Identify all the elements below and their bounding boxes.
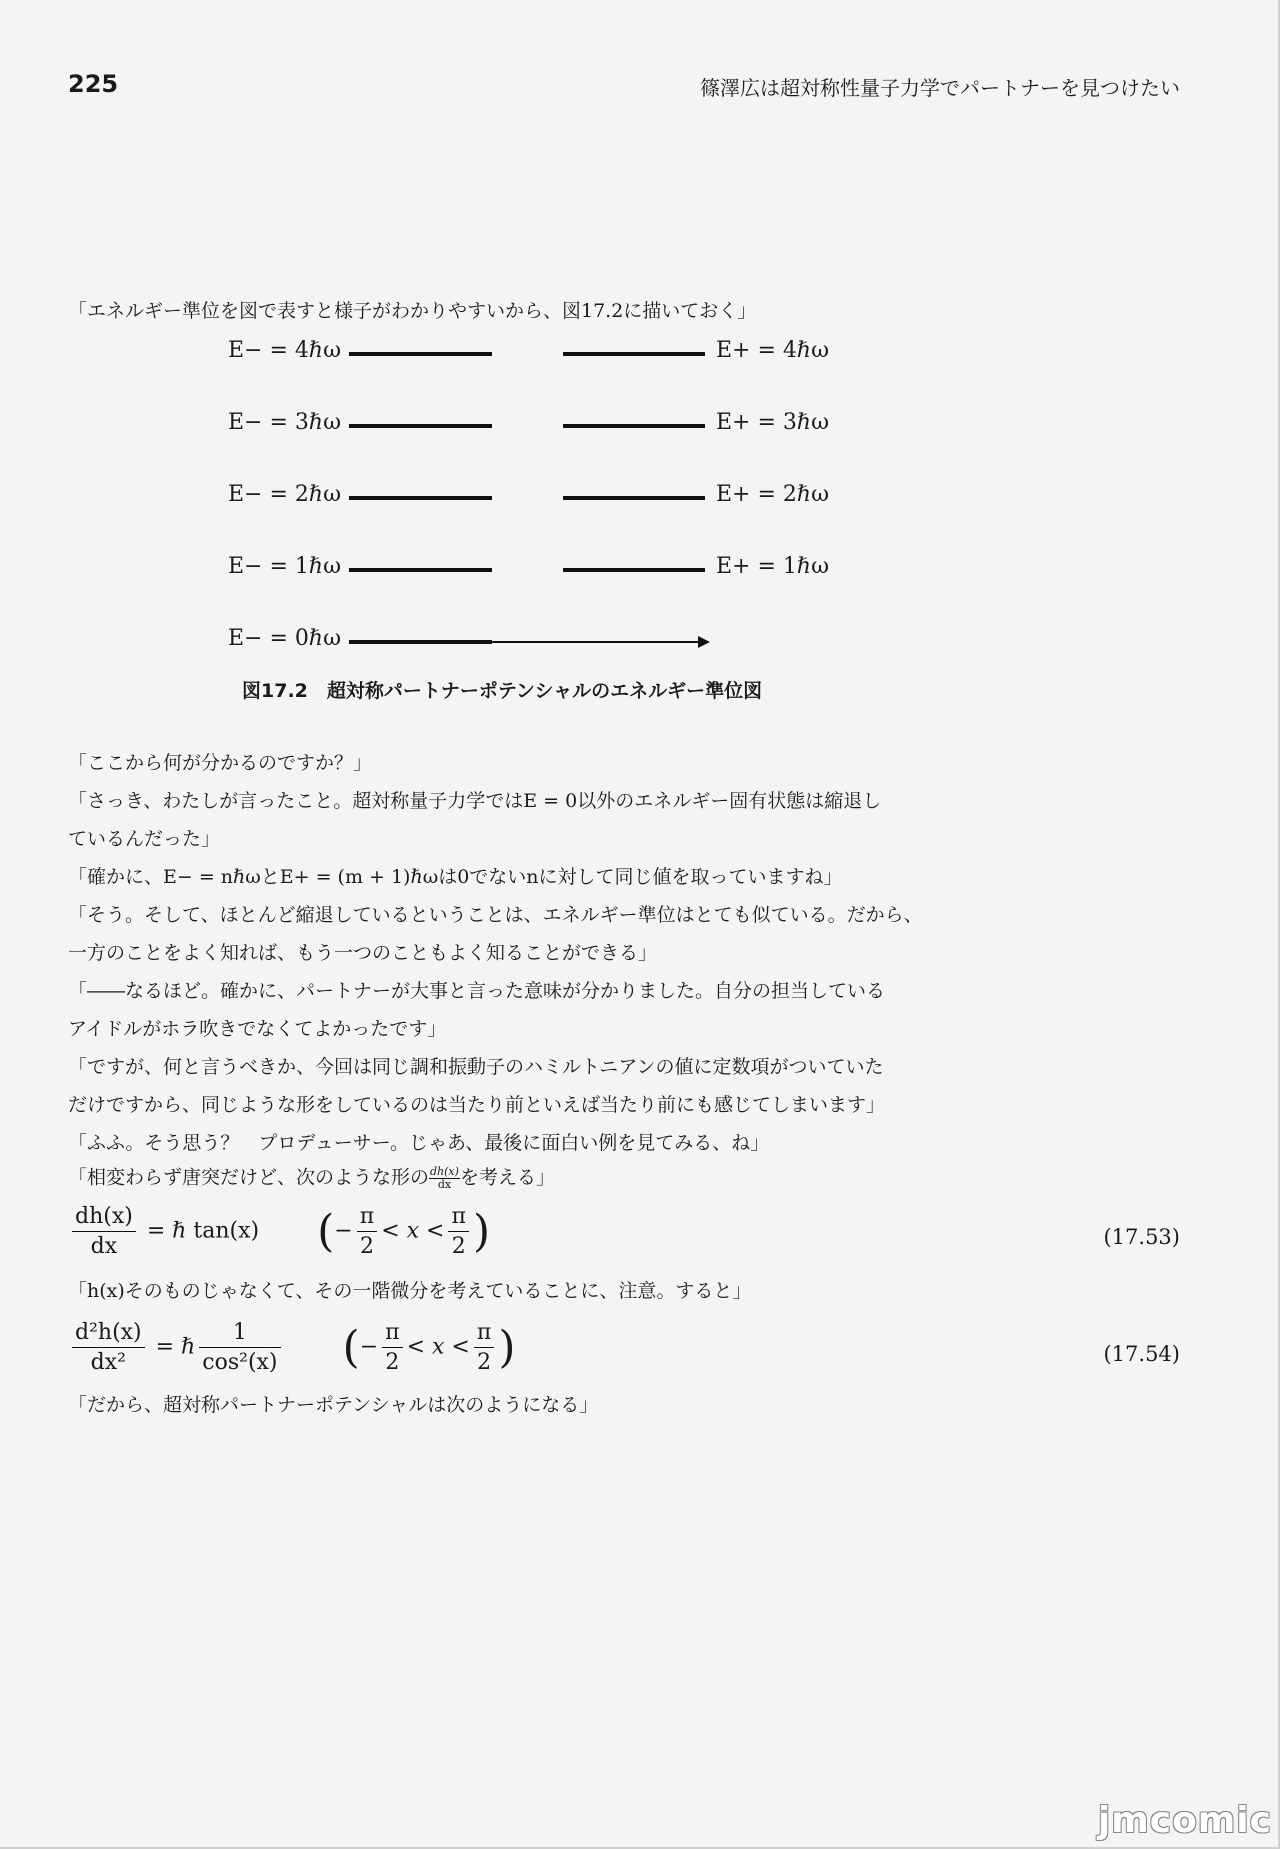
eq2-inequality: < x < bbox=[406, 1334, 470, 1360]
dialogue-line: 「――なるほど。確かに、パートナーが大事と言った意味が分かりました。自分の担当している bbox=[68, 980, 886, 1002]
dialogue-line: 「そう。そして、ほとんど縮退しているということは、エネルギー準位はとても似ている。だから、 bbox=[68, 904, 923, 926]
dialogue-line: 「ですが、何と言うべきか、今回は同じ調和振動子のハミルトニアンの値に定数項がついていた bbox=[68, 1056, 884, 1078]
level-label-minus-3: E− = 3ℏω bbox=[228, 410, 342, 435]
level-line-plus-1 bbox=[563, 568, 705, 572]
dialogue-line: アイドルがホラ吹きでなくてよかったです」 bbox=[68, 1018, 447, 1040]
dialogue-line: 「ここから何が分かるのですか？」 bbox=[68, 752, 373, 774]
eq1-inequality: < x < bbox=[381, 1218, 445, 1244]
eq1-lhs-num: dh(x) bbox=[72, 1204, 136, 1232]
eq1-minus: − bbox=[334, 1218, 353, 1244]
level-line-plus-3 bbox=[563, 424, 705, 428]
level-label-minus-1: E− = 1ℏω bbox=[228, 554, 342, 579]
level-line-plus-2 bbox=[563, 496, 705, 500]
eq2-minus: − bbox=[359, 1334, 379, 1360]
eq2-range-left-frac bbox=[382, 1320, 402, 1375]
consider-text-before: 「相変わらず唐突だけど、次のような形の bbox=[68, 1166, 430, 1189]
equation-17-53 bbox=[68, 1204, 490, 1259]
level-label-minus-2: E− = 2ℏω bbox=[228, 482, 342, 507]
eq1-range-left-frac bbox=[357, 1204, 377, 1259]
eq2-lhs-den: dx² bbox=[90, 1350, 126, 1375]
eq2-paren-close: ) bbox=[498, 1322, 516, 1373]
dialogue-line: 「確かに、E− = nℏωとE+ = (m + 1)ℏωは0でないnに対して同じ値を取っていますね」 bbox=[68, 866, 843, 888]
consider-text-after: を考える」 bbox=[459, 1166, 555, 1189]
level-label-minus-4: E− = 4ℏω bbox=[228, 338, 342, 363]
level-label-minus-0: E− = 0ℏω bbox=[228, 626, 342, 651]
inline-derivative bbox=[429, 1166, 460, 1191]
eq1-pi-right: π bbox=[448, 1204, 468, 1232]
level-line-minus-0 bbox=[349, 640, 492, 644]
eq1-range-right-frac bbox=[448, 1204, 468, 1259]
level-label-plus-3: E+ = 3ℏω bbox=[716, 410, 830, 435]
intro-line: 「エネルギー準位を図で表すと様子がわかりやすいから、図17.2に描いておく」 bbox=[68, 300, 757, 322]
equation-17-54 bbox=[68, 1320, 516, 1375]
arrow-shaft bbox=[492, 641, 704, 643]
eq1-lhs-den: dx bbox=[90, 1234, 118, 1259]
figure-caption: 図17.2 超対称パートナーポテンシャルのエネルギー準位図 bbox=[242, 680, 763, 702]
eq2-paren-open: ( bbox=[342, 1322, 360, 1373]
final-line: 「だから、超対称パートナーポテンシャルは次のようになる」 bbox=[68, 1394, 599, 1416]
eq1-rhs: = ℏ tan(x) bbox=[146, 1218, 260, 1244]
eq1-two-right: 2 bbox=[451, 1234, 466, 1259]
arrow-head-icon bbox=[698, 636, 710, 648]
level-line-plus-4 bbox=[563, 352, 705, 356]
page-number: 225 bbox=[68, 70, 119, 98]
level-line-minus-1 bbox=[349, 568, 492, 572]
eq2-rhs-num: 1 bbox=[199, 1320, 280, 1348]
running-title: 篠澤広は超対称性量子力学でパートナーを見つけたい bbox=[700, 76, 1180, 100]
eq2-two-right: 2 bbox=[477, 1350, 492, 1375]
level-line-minus-3 bbox=[349, 424, 492, 428]
eq1-lhs-fraction bbox=[72, 1204, 136, 1259]
eq1-paren-open: ( bbox=[317, 1206, 335, 1257]
eq2-rhs-prefix: = ℏ bbox=[155, 1334, 196, 1360]
eq2-lhs-fraction bbox=[72, 1320, 145, 1375]
level-label-plus-1: E+ = 1ℏω bbox=[716, 554, 830, 579]
dialogue-line: だけですから、同じような形をしているのは当たり前といえば当たり前にも感じてしまいます」 bbox=[68, 1094, 886, 1116]
eq1-pi: π bbox=[357, 1204, 377, 1232]
dialogue-line: 「さっき、わたしが言ったこと。超対称量子力学ではE = 0以外のエネルギー固有状態は縮退し bbox=[68, 790, 882, 812]
eq2-pi-right: π bbox=[474, 1320, 494, 1348]
eq2-range-right-frac bbox=[474, 1320, 494, 1375]
inline-frac-den: dx bbox=[437, 1178, 452, 1192]
note-line: 「h(x)そのものじゃなくて、その一階微分を考えていることに、注意。すると」 bbox=[68, 1280, 752, 1302]
equation-number-17-53: (17.53) bbox=[1103, 1225, 1180, 1249]
level-line-minus-4 bbox=[349, 352, 492, 356]
dialogue-line: ているんだった」 bbox=[68, 828, 221, 850]
eq2-two: 2 bbox=[385, 1350, 400, 1375]
consider-line bbox=[68, 1166, 555, 1191]
eq2-pi: π bbox=[382, 1320, 402, 1348]
eq2-rhs-den: cos²(x) bbox=[202, 1350, 278, 1375]
level-label-plus-4: E+ = 4ℏω bbox=[716, 338, 830, 363]
watermark-logo: jmcomic bbox=[1097, 1800, 1272, 1841]
inline-frac-num: dh(x) bbox=[430, 1165, 459, 1178]
dialogue-line: 一方のことをよく知れば、もう一つのこともよく知ることができる」 bbox=[68, 942, 658, 964]
dialogue-line: 「ふふ。そう思う？ プロデューサー。じゃあ、最後に面白い例を見てみる、ね」 bbox=[68, 1132, 770, 1154]
eq1-paren-close: ) bbox=[472, 1206, 491, 1257]
level-line-minus-2 bbox=[349, 496, 492, 500]
level-label-plus-2: E+ = 2ℏω bbox=[716, 482, 830, 507]
eq2-rhs-fraction bbox=[199, 1320, 280, 1375]
eq2-lhs-num: d²h(x) bbox=[72, 1320, 145, 1348]
equation-number-17-54: (17.54) bbox=[1103, 1342, 1180, 1366]
eq1-two: 2 bbox=[359, 1234, 374, 1259]
